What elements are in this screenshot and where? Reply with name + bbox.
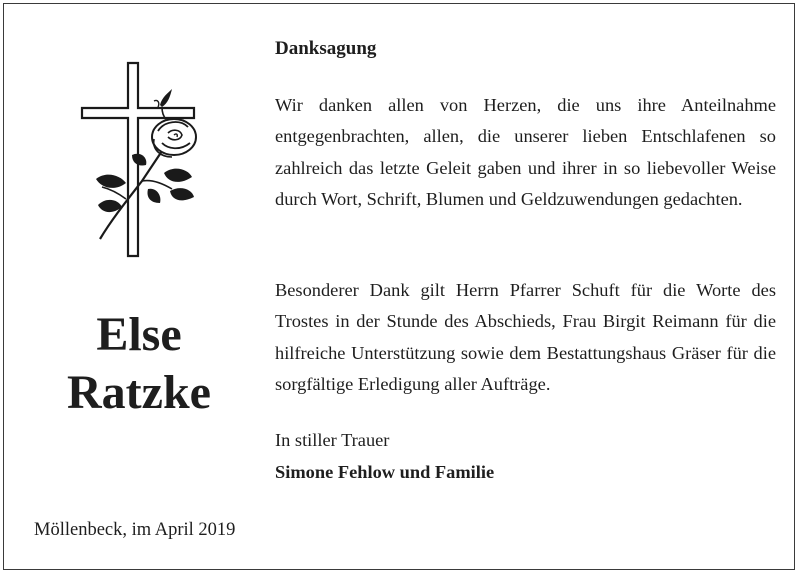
place-and-date: Möllenbeck, im April 2019 (34, 520, 236, 540)
thanks-paragraph-1: Wir danken allen von Herzen, die uns ihre Anteilnahme entgegenbrachten, allen, die unserer lieben Entschlafenen so zahlreich das letzte Geleit gaben und ihrer in so liebevoller Weise durch Wort, Schrift, Blumen und Geldzuwendungen gedachten. (275, 95, 776, 210)
signature: Simone Fehlow und Familie (275, 462, 495, 482)
thanks-paragraph-2: Besonderer Dank gilt Herrn Pfarrer Schuft für die Worte des Trostes in der Stunde des Abschieds, Frau Birgit Reimann für die hilfreiche Unterstützung sowie dem Bestattungshaus Gräser für die sorgfältige Erledigung aller Aufträge. (275, 280, 776, 395)
cross-with-rose-icon (76, 59, 206, 259)
notice-frame (3, 3, 795, 570)
closing-line: In stiller Trauer (275, 430, 390, 450)
deceased-first-name: Else (96, 308, 182, 361)
notice-title: Danksagung (275, 38, 377, 59)
deceased-last-name: Ratzke (67, 366, 211, 419)
